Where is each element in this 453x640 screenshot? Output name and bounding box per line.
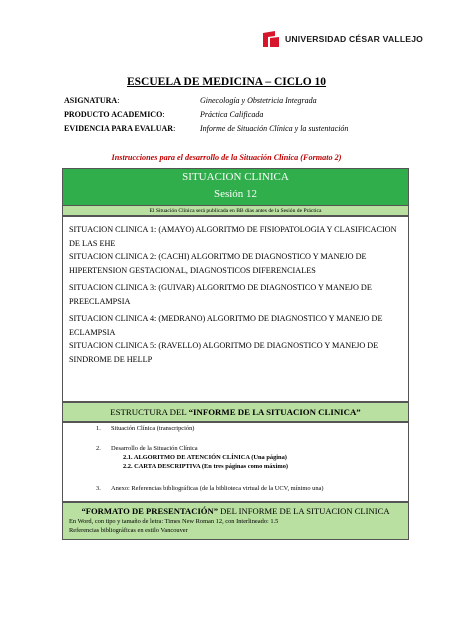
ucv-logo-icon bbox=[262, 30, 280, 48]
list-item: Anexo: Referencias bibliográficas (de la biblioteca virtual de la UCV, mínimo una) bbox=[111, 485, 324, 492]
estructura-title: “INFORME DE LA SITUACION CLINICA” bbox=[188, 407, 361, 417]
list-item: Situación Clínica (transcripción) bbox=[111, 425, 195, 432]
meta-key: PRODUCTO ACADEMICO bbox=[64, 110, 163, 119]
case-item: SITUACION CLINICA 2: (CACHI) ALGORITMO DE DIAGNOSTICO Y MANEJO DE HIPERTENSION GESTACIONAL, DIAGNOSTICOS DIFERENCIALES bbox=[69, 252, 367, 275]
meta-separator: : bbox=[162, 110, 165, 119]
formato-title-suffix: DEL INFORME DE LA SITUACION CLINICA bbox=[218, 506, 390, 516]
case-item: SITUACION CLINICA 5: (RAVELLO) ALGORITMO DE DIAGNOSTICO Y MANEJO DE SINDROME DE HELLP bbox=[69, 341, 379, 364]
session-label: Sesión 12 bbox=[213, 188, 258, 200]
meta-separator: : bbox=[117, 96, 120, 105]
list-number: 3. bbox=[96, 485, 101, 492]
publication-note: El Situación Clínica será publicada en BB días antes de la Sesión de Práctica bbox=[62, 205, 409, 216]
situacion-header bbox=[62, 168, 409, 205]
document-title: ESCUELA DE MEDICINA – CICLO 10 bbox=[126, 76, 327, 88]
case-item: SITUACION CLINICA 1: (AMAYO) ALGORITMO DE FISIOPATOLOGIA Y CLASIFICACION DE LAS EHE bbox=[69, 225, 397, 248]
formato-title: “FORMATO DE PRESENTACIÓN” bbox=[81, 506, 218, 516]
meta-key: EVIDENCIA PARA EVALUAR bbox=[64, 124, 174, 133]
list-number: 1. bbox=[96, 425, 101, 432]
formato-title-line bbox=[69, 506, 402, 517]
estructura-prefix: ESTRUCTURA DEL bbox=[110, 407, 189, 417]
situacion-title: SITUACION CLINICA bbox=[182, 171, 289, 183]
meta-value: Informe de Situación Clínica y la sustentación bbox=[200, 124, 349, 133]
case-item: SITUACION CLINICA 4: (MEDRANO) ALGORITMO DE DIAGNOSTICO Y MANEJO DE ECLAMPSIA bbox=[69, 314, 383, 337]
meta-key: ASIGNATURA bbox=[64, 96, 118, 105]
meta-value: Práctica Calificada bbox=[200, 110, 264, 119]
meta-separator: : bbox=[173, 124, 176, 133]
list-item: Desarrollo de la Situación Clínica bbox=[111, 445, 198, 452]
cases-list bbox=[62, 216, 409, 402]
university-name: UNIVERSIDAD CÉSAR VALLEJO bbox=[285, 34, 424, 44]
estructura-list bbox=[62, 422, 409, 502]
estructura-header bbox=[62, 402, 409, 422]
meta-value: Ginecología y Obstetricia Integrada bbox=[200, 96, 317, 105]
list-subitem: 2.2. CARTA DESCRIPTIVA (En tres páginas como máximo) bbox=[123, 463, 289, 470]
formato-box bbox=[62, 502, 409, 540]
formato-line: En Word, con tipo y tamaño de letra: Times New Roman 12, con Interlineado: 1.5 bbox=[69, 518, 279, 525]
instructions-heading: Instrucciones para el desarrollo de la Situación Clínica (Formato 2) bbox=[111, 153, 342, 162]
list-subitem: 2.1. ALGORITMO DE ATENCIÓN CLÍNICA (Una página) bbox=[123, 454, 287, 461]
case-item: SITUACION CLINICA 3: (GUIVAR) ALGORITMO DE DIAGNOSTICO Y MANEJO DE PREECLAMPSIA bbox=[69, 283, 372, 306]
formato-line: Referencias bibliográficas en estilo Vancouver bbox=[69, 527, 188, 534]
list-number: 2. bbox=[96, 445, 101, 452]
university-logo bbox=[262, 28, 423, 50]
